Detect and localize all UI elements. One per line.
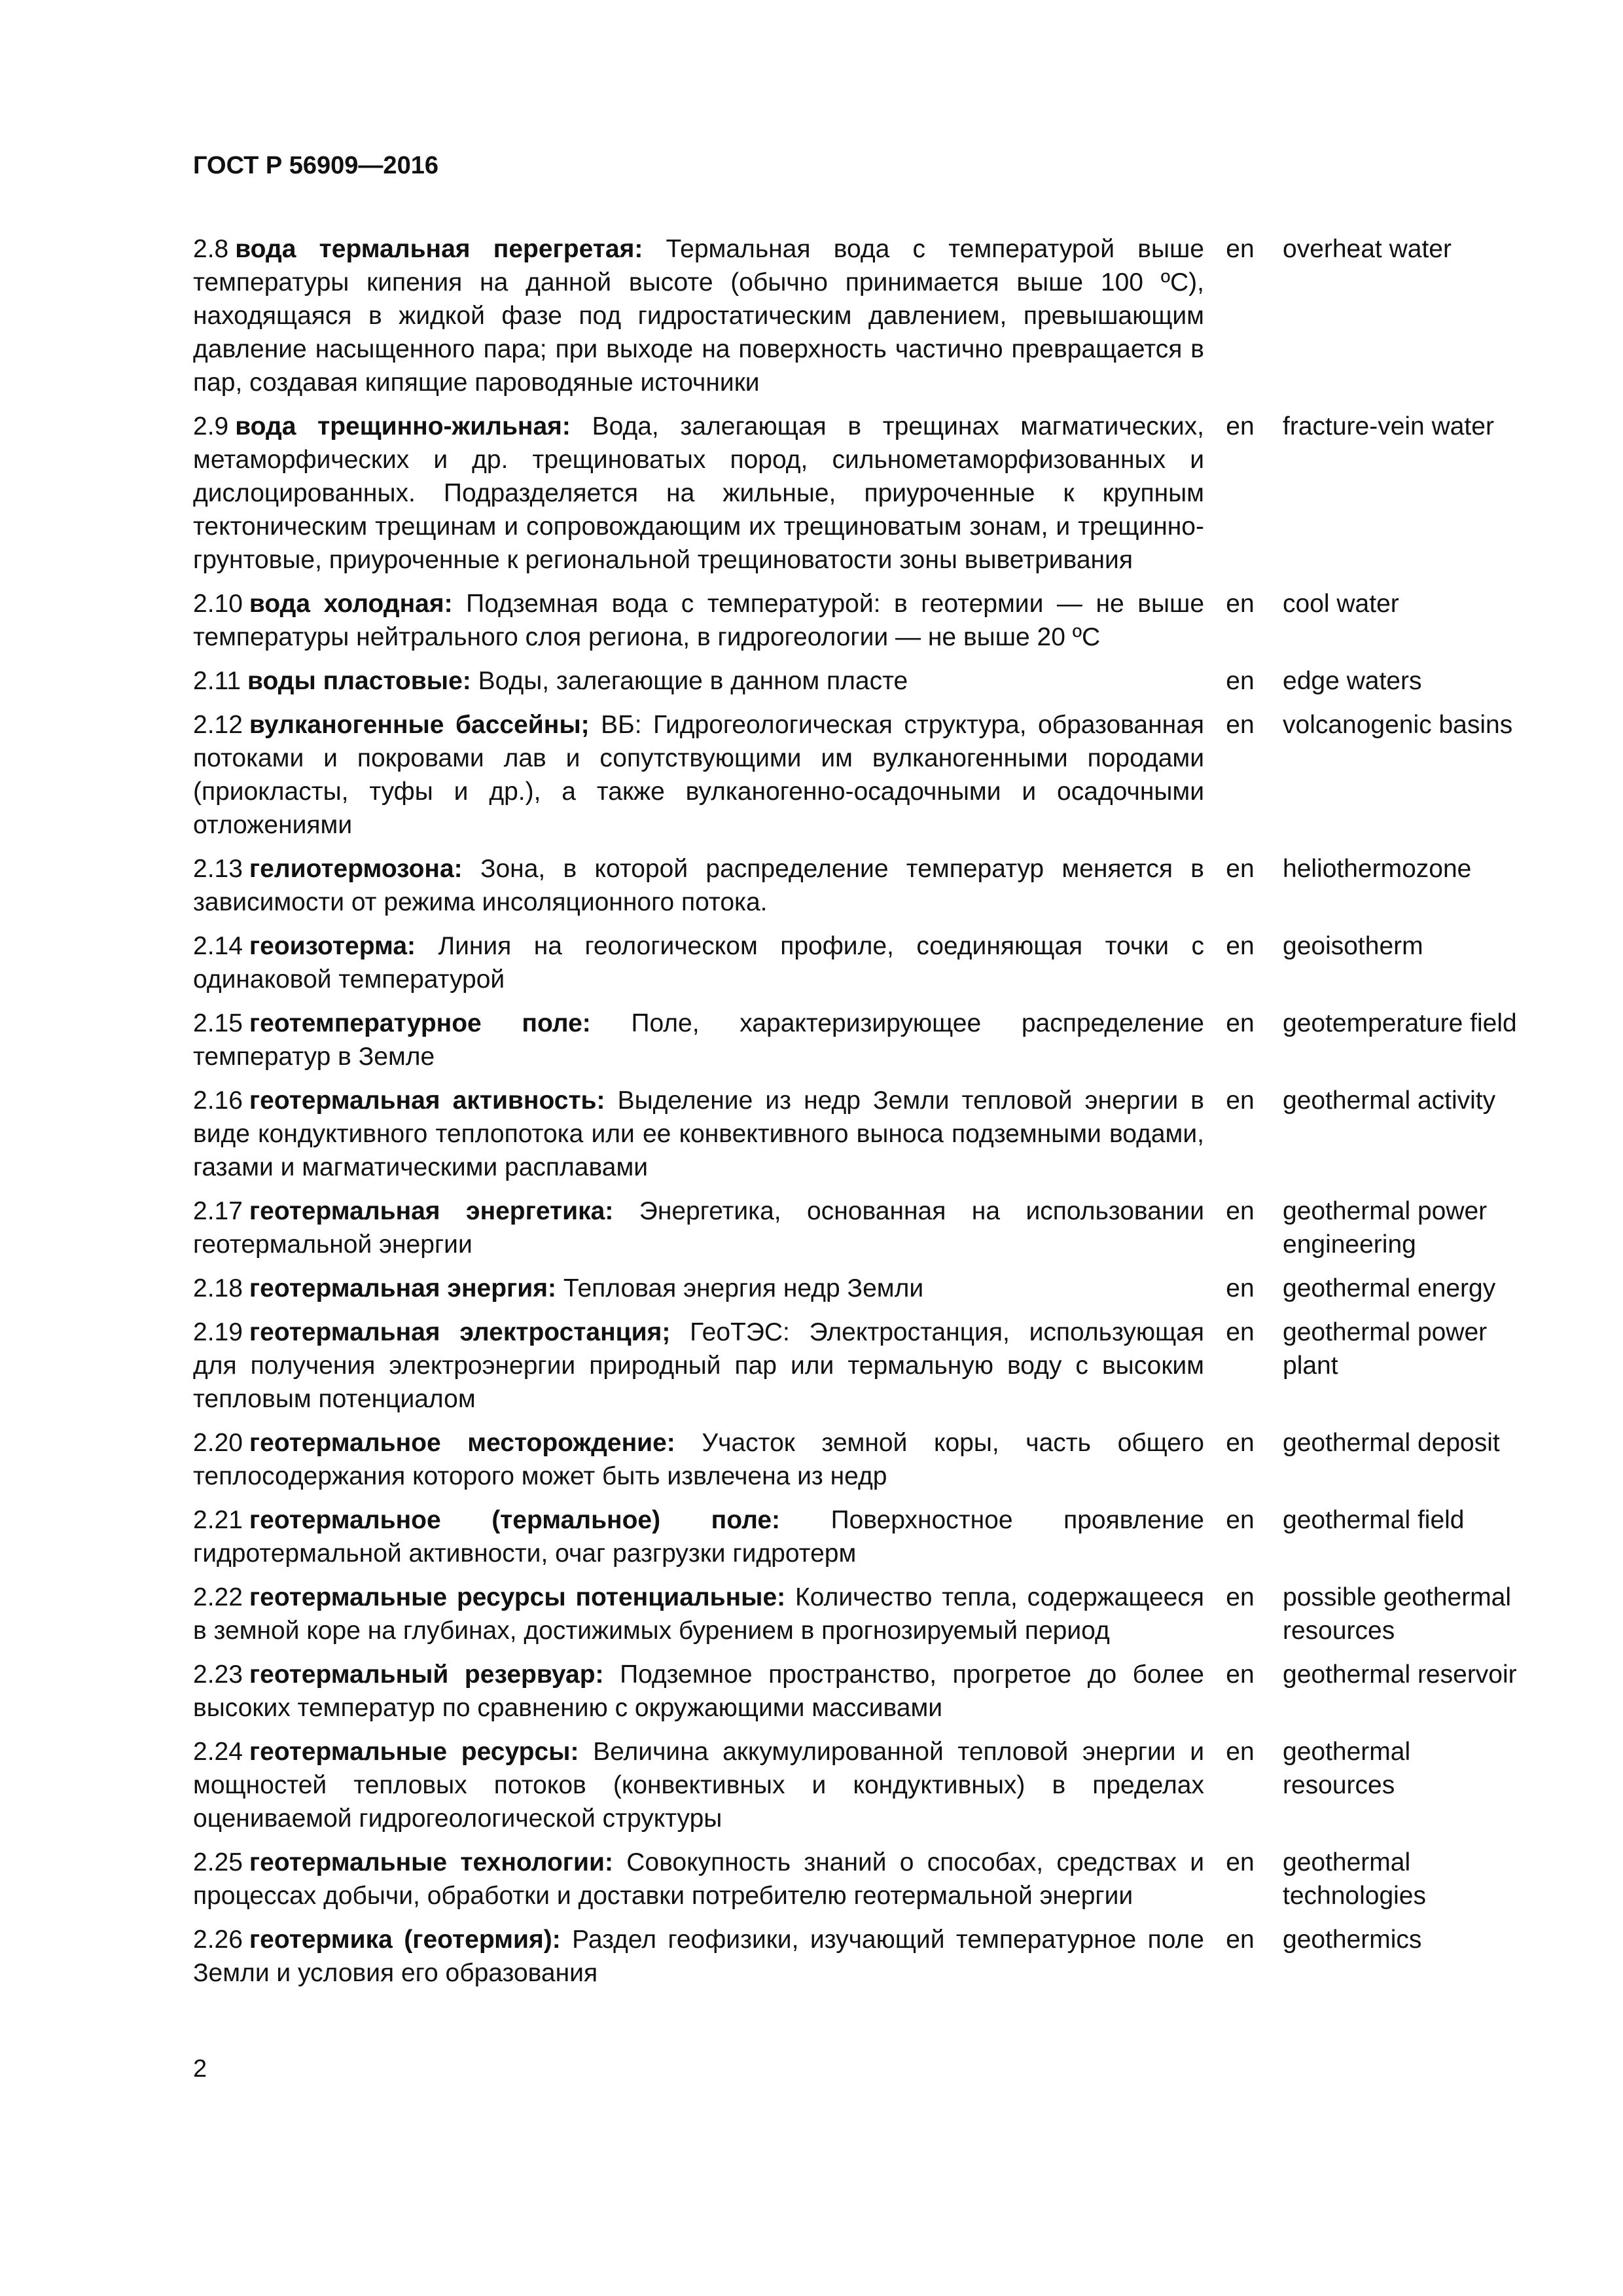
- term-definition: [193, 708, 1204, 842]
- term-english-equivalent: geothermal activity: [1283, 1086, 1496, 1115]
- page-number: 2: [193, 2055, 207, 2083]
- term-definition: [193, 852, 1204, 919]
- term-definition: [193, 929, 1204, 996]
- term-text: Количество тепла, содержащееся в земной коре на глубинах, достижимых бурением в прогнозируемый период: [193, 1583, 1204, 1645]
- term-number: 2.12: [193, 711, 243, 739]
- term-text: Зона, в которой распределение температур меняется в зависимости от режима инсоляционного потока.: [193, 855, 1204, 916]
- term-definition: [193, 1316, 1204, 1416]
- term-definition: [193, 1007, 1204, 1073]
- term-language: en: [1226, 590, 1255, 618]
- term-name: геотермальный резервуар:: [249, 1660, 604, 1689]
- term-entry: [193, 1658, 1525, 1725]
- term-number: 2.25: [193, 1848, 243, 1876]
- term-english-equivalent: geothermal deposit: [1283, 1429, 1500, 1457]
- term-entry: [193, 410, 1525, 577]
- term-definition: [193, 1923, 1204, 1990]
- term-language: en: [1226, 932, 1255, 960]
- term-text: ГеоТЭС: Электростанция, использующая для получения электроэнергии природный пар или термальную воду с высоким тепловым потенциалом: [193, 1318, 1204, 1413]
- term-entry: [193, 1084, 1525, 1184]
- term-language: en: [1226, 235, 1255, 263]
- term-name: геотемпературное поле:: [249, 1009, 591, 1037]
- term-english-equivalent: geothermal reservoir: [1283, 1660, 1517, 1689]
- term-number: 2.11: [193, 667, 241, 695]
- term-entry: [193, 1426, 1525, 1493]
- term-english-equivalent: geothermal resources: [1283, 1738, 1411, 1799]
- term-definition: [193, 1846, 1204, 1912]
- term-text: Поле, характеризирующее распределение температур в Земле: [193, 1009, 1204, 1071]
- term-text: Вода, залегающая в трещинах магматических, метаморфических и др. трещиноватых пород, сильнометаморфизованных и дислоцированных. Подразделяется на жильные, приуроченные к крупным тектоническим трещинам и сопровождающим их трещиноватым зонам, и трещинно-грунтовые, приуроченные к региональной трещиноватости зоны выветривания: [193, 412, 1204, 574]
- term-number: 2.9: [193, 412, 229, 440]
- term-number: 2.18: [193, 1274, 243, 1302]
- term-name: гелиотермозона:: [249, 855, 463, 883]
- term-text: Подземная вода с температурой: в геотермии — не выше температуры нейтрального слоя региона, в гидрогеологии — не выше 20 ºС: [193, 590, 1205, 651]
- term-definition: [193, 1735, 1204, 1835]
- term-number: 2.26: [193, 1926, 243, 1954]
- term-language: en: [1226, 1738, 1255, 1766]
- term-entry: [193, 1194, 1525, 1261]
- term-number: 2.24: [193, 1738, 243, 1766]
- term-number: 2.20: [193, 1429, 243, 1457]
- term-english-equivalent: overheat water: [1283, 235, 1452, 263]
- term-definition: [193, 1272, 1204, 1305]
- term-number: 2.17: [193, 1197, 243, 1225]
- term-entry: [193, 1735, 1525, 1835]
- term-entry: [193, 1846, 1525, 1912]
- term-name: геотермальная энергетика:: [249, 1197, 614, 1225]
- term-definition: [193, 1581, 1204, 1647]
- term-entry: [193, 1272, 1525, 1305]
- term-name: геотермальное месторождение:: [249, 1429, 675, 1457]
- term-language: en: [1226, 1848, 1255, 1876]
- term-definition: [193, 664, 1204, 698]
- term-entry: [193, 852, 1525, 919]
- term-name: геотермика (геотермия):: [249, 1926, 561, 1954]
- term-english-equivalent: geoisotherm: [1283, 932, 1423, 960]
- term-language: en: [1226, 1926, 1255, 1954]
- term-english-equivalent: cool water: [1283, 590, 1399, 618]
- term-language: en: [1226, 1660, 1255, 1689]
- term-text: Термальная вода с температурой выше температуры кипения на данной высоте (обычно принимается выше 100 ºС), находящаяся в жидкой фазе под гидростатическим давлением, превышающим давление насыщенного пара; при выходе на поверхность частично превращается в пар, создавая кипящие пароводяные источники: [193, 235, 1204, 397]
- term-name: геотермальное (термальное) поле:: [249, 1506, 781, 1534]
- term-number: 2.22: [193, 1583, 243, 1611]
- term-language: en: [1226, 1429, 1255, 1457]
- term-text: Совокупность знаний о способах, средствах и процессах добычи, обработки и доставки потребителю геотермальной энергии: [193, 1848, 1204, 1910]
- term-name: вулканогенные бассейны;: [249, 711, 590, 739]
- term-number: 2.8: [193, 235, 229, 263]
- term-definition: [193, 232, 1204, 399]
- term-text: Раздел геофизики, изучающий температурное поле Земли и условия его образования: [193, 1926, 1204, 1987]
- term-entry: [193, 232, 1525, 399]
- term-definition: [193, 1084, 1204, 1184]
- term-english-equivalent: possible geothermal resources: [1283, 1583, 1512, 1645]
- term-entry: [193, 1923, 1525, 1990]
- term-entry: [193, 929, 1525, 996]
- term-entry: [193, 1503, 1525, 1570]
- term-definition: [193, 1658, 1204, 1725]
- term-number: 2.10: [193, 590, 243, 618]
- term-number: 2.15: [193, 1009, 243, 1037]
- term-language: en: [1226, 1318, 1255, 1346]
- term-entry: [193, 1581, 1525, 1647]
- term-entry: [193, 1007, 1525, 1073]
- term-language: en: [1226, 711, 1255, 739]
- term-name: геотермальная энергия:: [249, 1274, 556, 1302]
- term-definition: [193, 587, 1204, 654]
- term-number: 2.14: [193, 932, 243, 960]
- term-english-equivalent: geothermal field: [1283, 1506, 1465, 1534]
- term-definition: [193, 1503, 1204, 1570]
- term-english-equivalent: geothermal technologies: [1283, 1848, 1426, 1910]
- term-name: вода холодная:: [249, 590, 453, 618]
- term-text: Воды, залегающие в данном пласте: [478, 667, 908, 695]
- term-number: 2.23: [193, 1660, 243, 1689]
- term-text: Выделение из недр Земли тепловой энергии в виде кондуктивного теплопотока или ее конвективного выноса подземными водами, газами и магматическими расплавами: [193, 1086, 1204, 1181]
- term-definition: [193, 1426, 1204, 1493]
- term-text: Тепловая энергия недр Земли: [563, 1274, 924, 1302]
- term-number: 2.21: [193, 1506, 243, 1534]
- term-number: 2.16: [193, 1086, 243, 1115]
- term-definition: [193, 410, 1204, 577]
- term-name: воды пластовые:: [247, 667, 471, 695]
- term-name: геотермальные технологии:: [249, 1848, 613, 1876]
- term-text: Поверхностное проявление гидротермальной активности, очаг разгрузки гидротерм: [193, 1506, 1204, 1568]
- term-entry: [193, 587, 1525, 654]
- term-definition: [193, 1194, 1204, 1261]
- term-name: вода трещинно-жильная:: [235, 412, 571, 440]
- term-text: Подземное пространство, прогретое до более высоких температур по сравнению с окружающими массивами: [193, 1660, 1204, 1722]
- term-name: геоизотерма:: [249, 932, 416, 960]
- term-text: Участок земной коры, часть общего теплосодержания которого может быть извлечена из недр: [193, 1429, 1204, 1490]
- term-english-equivalent: geotemperature field: [1283, 1009, 1517, 1037]
- term-language: en: [1226, 1197, 1255, 1225]
- term-text: Энергетика, основанная на использовании геотермальной энергии: [193, 1197, 1204, 1259]
- document-header: ГОСТ Р 56909—2016: [193, 152, 438, 179]
- term-entry: [193, 1316, 1525, 1416]
- term-english-equivalent: edge waters: [1283, 667, 1422, 695]
- term-name: геотермальные ресурсы потенциальные:: [249, 1583, 786, 1611]
- term-language: en: [1226, 855, 1255, 883]
- term-english-equivalent: geothermal power plant: [1283, 1318, 1488, 1380]
- term-name: вода термальная перегретая:: [235, 235, 643, 263]
- term-name: геотермальная электростанция;: [249, 1318, 671, 1346]
- terms-list: [193, 232, 1525, 2000]
- term-language: en: [1226, 1583, 1255, 1611]
- term-language: en: [1226, 1274, 1255, 1302]
- term-language: en: [1226, 1009, 1255, 1037]
- term-language: en: [1226, 667, 1255, 695]
- term-name: геотермальные ресурсы:: [249, 1738, 579, 1766]
- term-language: en: [1226, 1506, 1255, 1534]
- term-english-equivalent: fracture-vein water: [1283, 412, 1494, 440]
- term-entry: [193, 664, 1525, 698]
- term-number: 2.13: [193, 855, 243, 883]
- term-text: Линия на геологическом профиле, соединяющая точки с одинаковой температурой: [193, 932, 1204, 994]
- term-entry: [193, 708, 1525, 842]
- term-english-equivalent: geothermics: [1283, 1926, 1422, 1954]
- term-english-equivalent: volcanogenic basins: [1283, 711, 1513, 739]
- term-english-equivalent: geothermal power engineering: [1283, 1197, 1488, 1259]
- term-language: en: [1226, 1086, 1255, 1115]
- term-text: Величина аккумулированной тепловой энергии и мощностей тепловых потоков (конвективных и кондуктивных) в пределах оцениваемой гидрогеологической структуры: [193, 1738, 1205, 1833]
- term-number: 2.19: [193, 1318, 243, 1346]
- term-english-equivalent: heliothermozone: [1283, 855, 1472, 883]
- term-english-equivalent: geothermal energy: [1283, 1274, 1496, 1302]
- term-text: ВБ: Гидрогеологическая структура, образованная потоками и покровами лав и сопутствующими им вулканогенными породами (приокласты, туфы и др.), а также вулканогенно-осадочными и осадочными отложениями: [193, 711, 1204, 839]
- term-name: геотермальная активность:: [249, 1086, 605, 1115]
- term-language: en: [1226, 412, 1255, 440]
